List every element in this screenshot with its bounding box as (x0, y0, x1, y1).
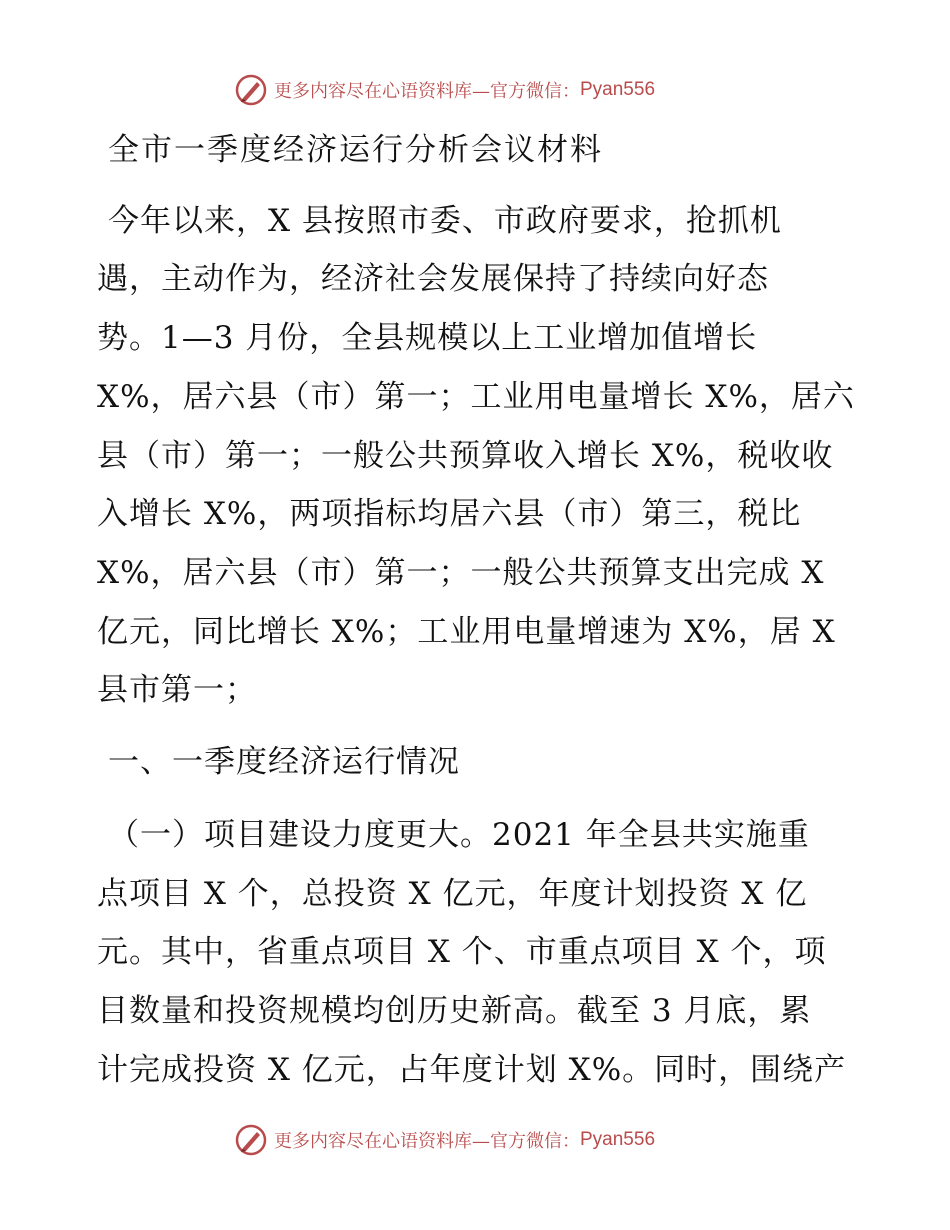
paragraph-line: 元。其中，省重点项目 X 个、市重点项目 X 个，项 (97, 934, 827, 970)
paragraph-line: X%，居六县（市）第一；一般公共预算支出完成 X (97, 555, 825, 591)
watermark-header (234, 72, 655, 108)
paragraph-line: 遇，主动作为，经济社会发展保持了持续向好态 (97, 261, 769, 297)
paragraph-line: 今年以来，X 县按照市委、市政府要求，抢抓机 (108, 203, 782, 239)
watermark-text: 更多内容尽在心语资料库—官方微信： (274, 81, 580, 102)
watermark-text: 更多内容尽在心语资料库—官方微信： (274, 1131, 580, 1152)
paragraph-line: X%，居六县（市）第一；工业用电量增长 X%，居六 (97, 379, 855, 415)
section-heading: 一、一季度经济运行情况 (108, 744, 460, 780)
paragraph-line: 势。1—3 月份，全县规模以上工业增加值增长 (97, 320, 758, 356)
document-title: 全市一季度经济运行分析会议材料 (108, 132, 603, 168)
paragraph-line: 计完成投资 X 亿元，占年度计划 X%。同时，围绕产 (97, 1052, 847, 1088)
pen-logo-icon (234, 73, 268, 107)
paragraph-line: 县市第一； (97, 672, 257, 708)
paragraph-line: （一）项目建设力度更大。2021 年全县共实施重 (108, 817, 810, 853)
paragraph-line: 入增长 X%，两项指标均居六县（市）第三，税比 (97, 496, 802, 532)
paragraph-line: 目数量和投资规模均创历史新高。截至 3 月底，累 (97, 993, 812, 1029)
paragraph-line: 县（市）第一；一般公共预算收入增长 X%，税收收 (97, 438, 834, 474)
paragraph-line: 亿元，同比增长 X%；工业用电量增速为 X%，居 X (97, 614, 836, 650)
watermark-wechat-id: Pyan556 (580, 1129, 656, 1150)
paragraph-line: 点项目 X 个，总投资 X 亿元，年度计划投资 X 亿 (97, 876, 808, 912)
watermark-footer (234, 1122, 655, 1158)
watermark-wechat-id: Pyan556 (580, 79, 656, 100)
pen-logo-icon (234, 1123, 268, 1157)
